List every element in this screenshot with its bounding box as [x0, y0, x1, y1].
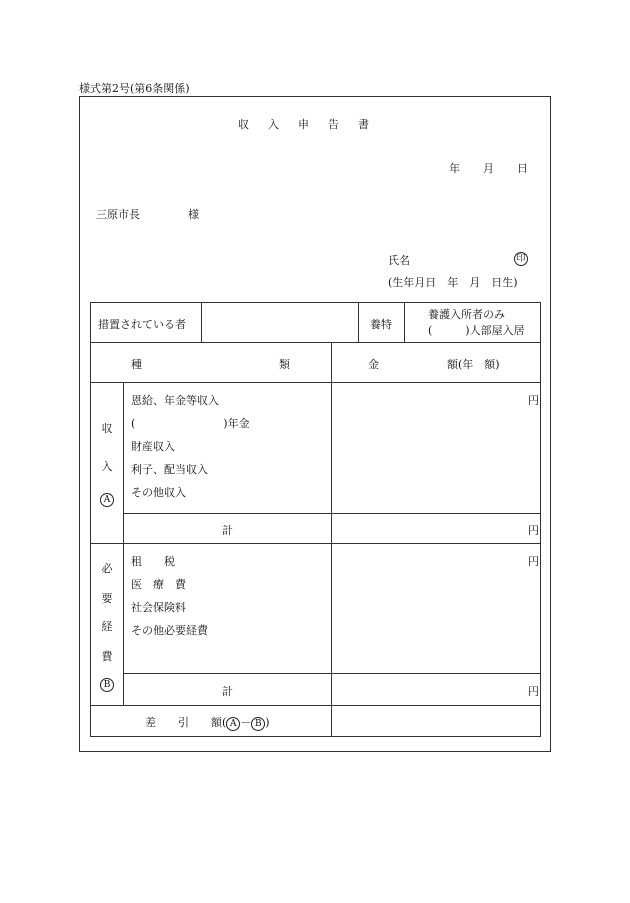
income-yen: 円 — [528, 394, 539, 407]
measure-label: 措置されている者 — [98, 318, 186, 331]
income-total-input[interactable] — [334, 516, 538, 541]
nursing-note-line2: ( )人部屋入居 — [428, 324, 525, 337]
expense-side-char-1: 必 — [101, 562, 113, 575]
formula-minus: － — [240, 716, 252, 729]
date-month-label: 月 — [483, 162, 494, 175]
expense-yen: 円 — [528, 555, 539, 568]
income-item-other-pension: ( )年金 — [131, 417, 250, 430]
seal-icon: 印 — [514, 252, 528, 266]
income-item-property: 財産収入 — [131, 440, 175, 453]
expense-item-tax: 租 税 — [131, 555, 175, 568]
date-year-label: 年 — [449, 162, 460, 175]
applicant-name-label: 氏名 — [388, 254, 410, 267]
difference-row-label — [145, 714, 270, 731]
formula-close: ) — [265, 716, 270, 729]
type-header-2: 類 — [279, 358, 290, 371]
expense-side-char-4: 費 — [101, 650, 113, 663]
expense-total-input[interactable] — [334, 676, 538, 703]
income-side-char-2: 入 — [101, 460, 113, 473]
marker-b-icon: B — [251, 717, 265, 731]
expense-item-insurance: 社会保険料 — [131, 601, 186, 614]
income-item-interest: 利子、配当収入 — [131, 463, 208, 476]
expense-total-yen: 円 — [528, 685, 539, 698]
income-amount-input[interactable] — [334, 385, 538, 511]
income-item-other: その他収入 — [131, 486, 186, 499]
nursing-note-line1: 養護入所者のみ — [428, 308, 505, 321]
marker-a-icon: A — [226, 717, 240, 731]
form-title: 収入申告書 — [238, 118, 388, 131]
marker-a-icon: A — [100, 493, 114, 507]
support-label: 養特 — [370, 318, 392, 331]
marker-b-icon: B — [100, 678, 114, 692]
addressee-honorific: 様 — [188, 208, 199, 221]
income-side-char-1: 収 — [101, 422, 113, 435]
income-total-yen: 円 — [528, 524, 539, 537]
amount-header-1: 金 — [368, 358, 379, 371]
applicant-birth-label: (生年月日 年 月 日生) — [388, 276, 518, 289]
date-day-label: 日 — [517, 162, 528, 175]
expense-item-medical: 医 療 費 — [131, 578, 186, 591]
amount-header-2: 額(年 額) — [447, 358, 500, 371]
addressee-name: 三原市長 — [96, 208, 140, 221]
income-item-pension: 恩給、年金等収入 — [131, 394, 219, 407]
expense-amount-input[interactable] — [334, 546, 538, 671]
difference-label: 差 引 額 — [145, 716, 222, 729]
expense-side-char-2: 要 — [101, 592, 113, 605]
formula-open: ( — [222, 716, 227, 729]
expense-side-char-3: 経 — [101, 620, 113, 633]
form-reference: 様式第2号(第6条関係) — [79, 82, 190, 95]
expense-item-other: その他必要経費 — [131, 624, 208, 637]
difference-amount-input[interactable] — [334, 708, 538, 734]
type-header-1: 種 — [131, 358, 142, 371]
income-total-label: 計 — [222, 524, 233, 537]
expense-total-label: 計 — [222, 685, 233, 698]
expense-marker — [97, 677, 117, 692]
measure-input[interactable] — [204, 304, 356, 340]
seal-mark — [514, 251, 528, 266]
income-marker — [97, 492, 117, 507]
